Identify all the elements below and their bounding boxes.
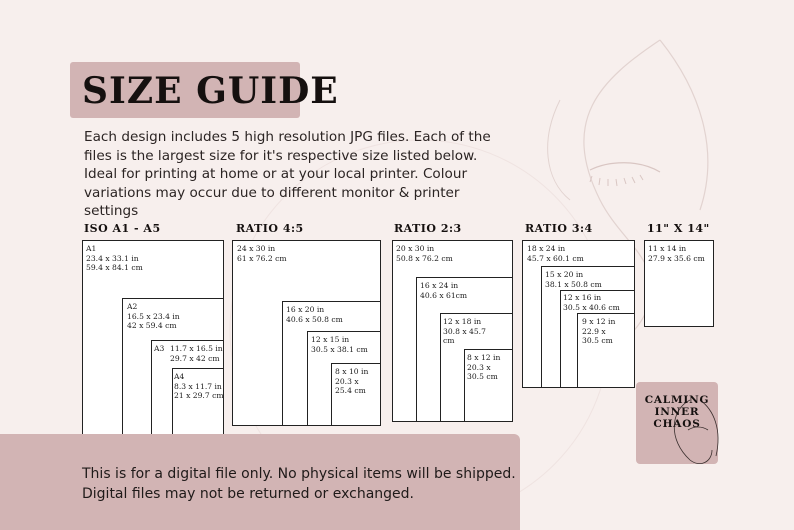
group-label-iso: ISO A1 - A5 [84,222,161,235]
size-label-8x10: 8 x 10 in 20.3 x 25.4 cm [335,367,369,396]
group-label-11x14: 11" X 14" [647,222,710,235]
intro-paragraph: Each design includes 5 high resolution JPG files. Each of the files is the largest size for it's respective size listed below. Ideal for printing at home or at your local printer. Colour variations may occur due to different monitor & printer settings [84,129,491,219]
size-label-9x12: 9 x 12 in 22.9 x 30.5 cm [582,317,616,346]
size-label-12x18: 12 x 18 in 30.8 x 45.7 cm [443,317,486,346]
size-label-15x20: 15 x 20 in 38.1 x 50.8 cm [545,270,602,289]
group-label-ratio-4-5: RATIO 4:5 [236,222,304,235]
size-label-12x15: 12 x 15 in 30.5 x 38.1 cm [311,335,368,354]
group-label-ratio-2-3: RATIO 2:3 [394,222,462,235]
footer-notice [82,464,522,504]
size-label-a3: 11.7 x 16.5 in 29.7 x 42 cm [170,344,223,363]
size-label-16x20: 16 x 20 in 40.6 x 50.8 cm [286,305,343,324]
size-label-11x14: 11 x 14 in 27.9 x 35.6 cm [648,244,705,263]
footer-line-2: Digital files may not be returned or exchanged. [82,486,414,502]
size-label-a2: A2 16.5 x 23.4 in 42 x 59.4 cm [127,302,180,331]
size-label-20x30: 20 x 30 in 50.8 x 76.2 cm [396,244,453,263]
size-label-8x12: 8 x 12 in 20.3 x 30.5 cm [467,353,501,382]
brand-logo-text: CALMING INNER CHAOS [644,394,710,430]
size-label-a1: A1 23.4 x 33.1 in 59.4 x 84.1 cm [86,244,143,273]
group-label-ratio-3-4: RATIO 3:4 [525,222,593,235]
size-label-a4: A4 8.3 x 11.7 in 21 x 29.7 cm [174,372,224,401]
size-label-16x24: 16 x 24 in 40.6 x 61cm [420,281,468,300]
size-label-12x16: 12 x 16 in 30.5 x 40.6 cm [563,293,620,312]
page-title: SIZE GUIDE [82,70,339,112]
footer-line-1: This is for a digital file only. No physical items will be shipped. [82,466,516,482]
size-label-24x30: 24 x 30 in 61 x 76.2 cm [237,244,287,263]
size-label-a3-name: A3 [154,344,165,353]
size-label-18x24: 18 x 24 in 45.7 x 60.1 cm [527,244,584,263]
